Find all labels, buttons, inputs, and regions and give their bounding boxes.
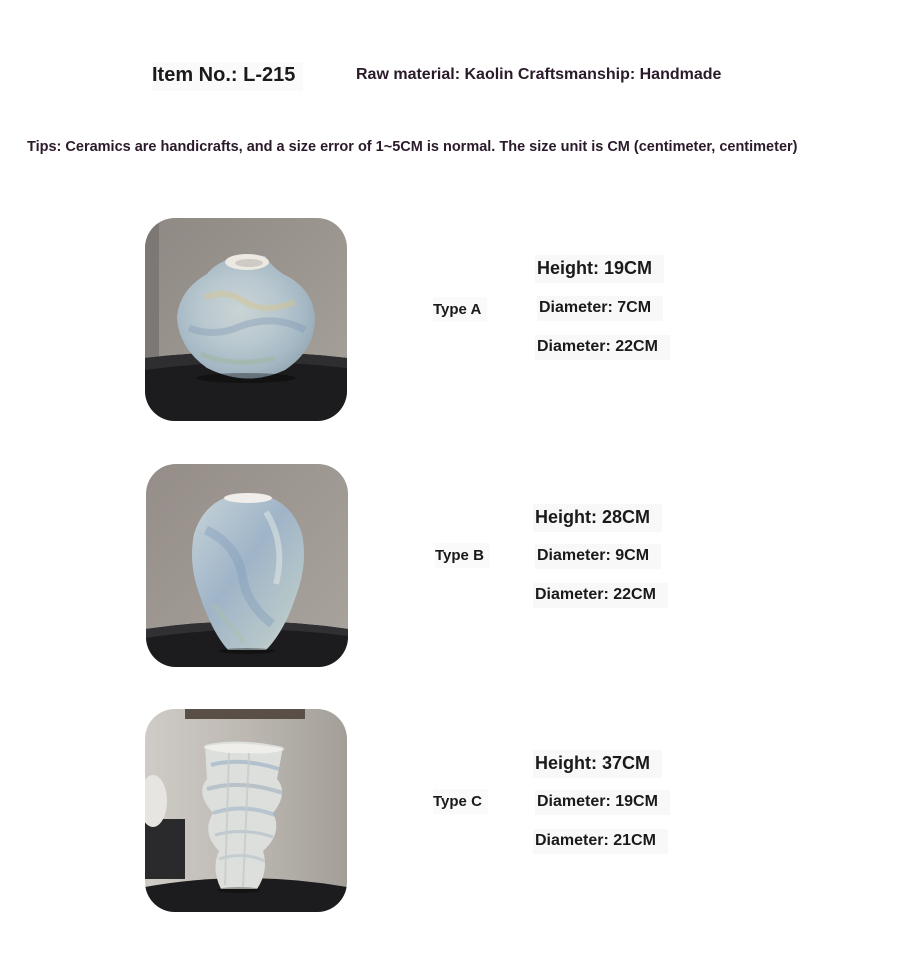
type-a-diameter-2: Diameter: 22CM <box>535 335 670 360</box>
vase-b-photo <box>146 464 348 667</box>
type-b-label: Type B <box>435 543 490 568</box>
type-a-diameter-1: Diameter: 7CM <box>537 296 663 321</box>
type-a-label: Type A <box>433 297 487 322</box>
vase-c-photo <box>145 709 347 912</box>
type-c-diameter-2: Diameter: 21CM <box>533 829 668 854</box>
type-b-diameter-2: Diameter: 22CM <box>533 583 668 608</box>
type-c-diameter-1: Diameter: 19CM <box>535 790 670 815</box>
type-c-label: Type C <box>433 789 488 814</box>
type-a-height: Height: 19CM <box>535 255 664 283</box>
item-number: Item No.: L-215 <box>152 62 303 91</box>
tips-text: Tips: Ceramics are handicrafts, and a size error of 1~5CM is normal. The size unit is CM (centimeter, centimeter) <box>27 139 798 155</box>
type-c-height: Height: 37CM <box>533 750 662 778</box>
vase-a-photo <box>145 218 347 421</box>
type-b-diameter-1: Diameter: 9CM <box>535 544 661 569</box>
type-b-height: Height: 28CM <box>533 504 662 532</box>
material-info: Raw material: Kaolin Craftsmanship: Handmade <box>356 66 722 83</box>
